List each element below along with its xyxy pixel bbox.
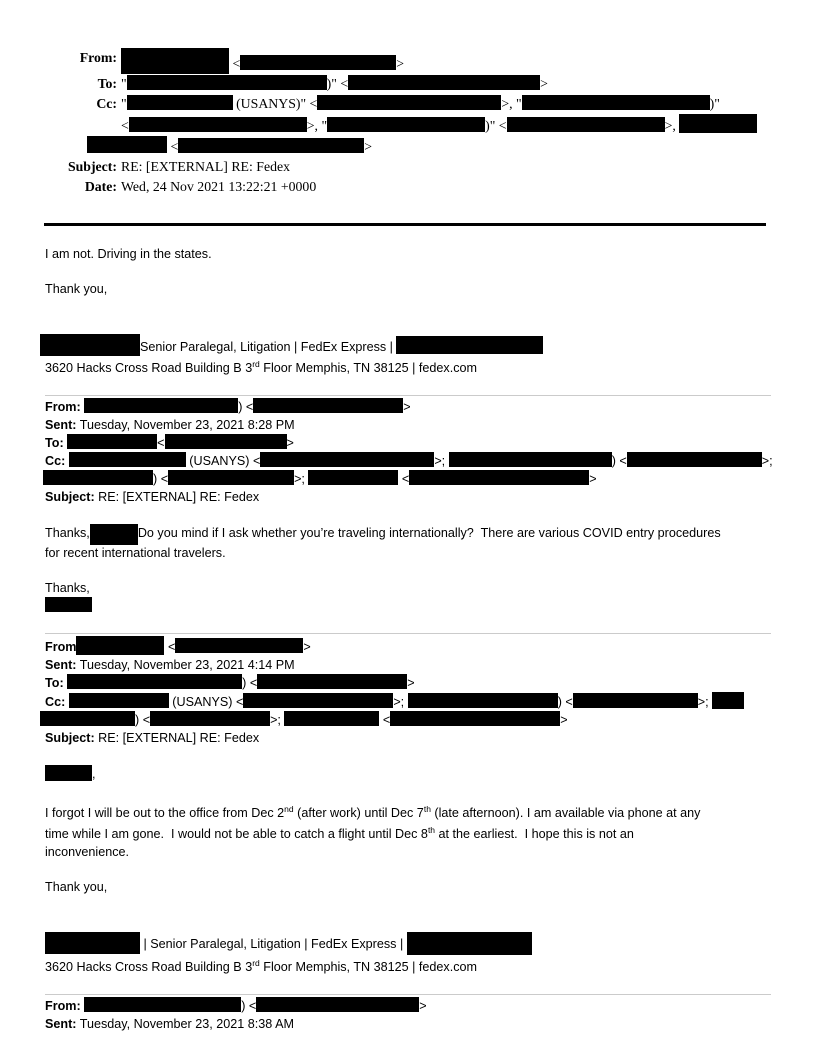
cc-line <box>45 452 772 470</box>
blank-line <box>45 562 772 580</box>
redaction-box <box>168 470 294 485</box>
text-run: > <box>560 713 568 728</box>
redaction-box <box>84 997 241 1012</box>
redaction-box <box>327 117 485 132</box>
text-run: < <box>398 472 410 487</box>
text-run: < <box>164 640 176 655</box>
text-run: < <box>379 713 391 728</box>
field-label: From: <box>45 998 81 1013</box>
redaction-box <box>407 932 532 955</box>
text-run: RE: [EXTERNAL] RE: Fedex <box>94 490 260 505</box>
text-run: | Senior Paralegal, Litigation | FedEx Express | <box>140 936 407 951</box>
text-run: < <box>121 118 129 133</box>
text-run: > <box>540 76 548 91</box>
header-value-line <box>121 157 290 177</box>
blank-line <box>45 316 772 334</box>
blank-line <box>45 747 772 765</box>
text-run: ) < <box>242 676 258 691</box>
redaction-box <box>396 336 543 354</box>
text-run: Do you mind if I ask whether you’re traveling internationally? There are various COVID entry procedures <box>137 525 721 540</box>
redaction-box <box>627 452 762 467</box>
redaction-box <box>150 711 270 726</box>
header-value-line <box>121 114 757 136</box>
field-label: To: <box>45 436 64 451</box>
redaction-box <box>84 398 238 413</box>
text-run: I am not. Driving in the states. <box>45 247 212 261</box>
redaction-box <box>87 136 167 153</box>
text-run: " <box>121 96 127 111</box>
text-run: Tuesday, November 23, 2021 8:38 AM <box>76 1016 294 1031</box>
redaction-box <box>522 95 710 110</box>
text-run: )" < <box>485 118 507 133</box>
signature-line <box>45 932 772 955</box>
header-field-from <box>45 48 772 74</box>
header-field-label: Subject: <box>67 159 117 174</box>
text-run: >; <box>393 695 408 710</box>
header-field-value <box>117 74 548 94</box>
text-run: Floor Memphis, TN 38125 | fedex.com <box>259 959 478 974</box>
text-run: for recent international travelers. <box>45 545 226 560</box>
redaction-box <box>43 470 153 485</box>
text-run: ) < <box>135 713 151 728</box>
header-field-label: From: <box>79 50 117 65</box>
email-thread-body <box>45 223 772 1033</box>
header-field-label: To: <box>97 76 117 91</box>
header-value-line <box>121 94 757 114</box>
quoted-message-separator <box>45 633 771 634</box>
signature-line <box>45 597 772 616</box>
closing-line <box>45 879 772 897</box>
field-label: From <box>45 640 77 655</box>
address-line <box>45 955 772 977</box>
text-run: (late afternoon). I am available via phone at any <box>430 805 701 820</box>
blank-line <box>45 976 772 994</box>
closing-line <box>45 580 772 598</box>
redaction-box <box>256 997 419 1012</box>
redaction-box <box>45 765 92 781</box>
redaction-box <box>40 334 140 356</box>
from-line <box>45 997 772 1015</box>
redaction-box <box>257 674 407 689</box>
text-run: RE: [EXTERNAL] RE: Fedex <box>121 159 290 174</box>
body-paragraph <box>45 524 772 563</box>
body-paragraph <box>45 246 772 264</box>
text-run: > <box>303 640 311 655</box>
text-run: Thanks, <box>45 580 90 595</box>
redaction-box <box>253 398 403 413</box>
text-run: > <box>407 676 415 691</box>
header-field-label: Date: <box>84 179 117 194</box>
header-value-line <box>121 136 757 157</box>
redaction-box <box>449 452 612 467</box>
blank-line <box>45 897 772 915</box>
subject-line <box>45 488 772 506</box>
redaction-box <box>573 693 698 708</box>
redaction-box <box>240 55 396 70</box>
redaction-box <box>317 95 501 110</box>
superscript: th <box>423 803 431 814</box>
header-field-subject <box>45 157 772 177</box>
field-label: Sent: <box>45 418 77 433</box>
header-field-value <box>117 94 757 157</box>
redaction-box <box>69 452 186 467</box>
closing-line <box>45 281 772 299</box>
text-run: >, " <box>306 118 328 133</box>
redaction-box <box>129 117 307 132</box>
text-run: < <box>229 56 241 71</box>
text-run: >; <box>270 713 285 728</box>
subject-line <box>45 729 772 747</box>
text-run: >; <box>761 454 773 469</box>
blank-line <box>45 783 772 801</box>
text-run: >; <box>294 472 309 487</box>
text-run: (USANYS) < <box>185 454 261 469</box>
text-run: Thanks, <box>45 525 90 540</box>
quoted-message-separator <box>45 395 771 396</box>
text-run: )" <box>709 96 720 111</box>
field-label: Subject: <box>45 490 95 505</box>
redaction-box <box>69 693 169 708</box>
redaction-box <box>348 75 540 90</box>
redaction-box <box>679 114 757 133</box>
body-paragraph <box>45 801 772 862</box>
header-value-line <box>121 177 316 197</box>
superscript: th <box>427 825 436 836</box>
header-field-value <box>117 177 316 197</box>
header-value-line <box>121 48 404 74</box>
redaction-box <box>390 711 560 726</box>
redaction-box <box>712 692 744 709</box>
redaction-box <box>90 524 138 545</box>
redaction-box <box>45 932 140 954</box>
field-label: Sent: <box>45 658 77 673</box>
field-label: Cc: <box>45 695 66 710</box>
header-separator <box>44 223 766 226</box>
text-run: 3620 Hacks Cross Road Building B 3 <box>45 361 253 376</box>
text-run: Tuesday, November 23, 2021 4:14 PM <box>76 658 295 673</box>
text-run: Tuesday, November 23, 2021 8:28 PM <box>76 418 295 433</box>
redaction-box <box>67 674 242 689</box>
field-label: From: <box>45 400 81 415</box>
text-run: Thank you, <box>45 282 108 296</box>
text-run: time while I am gone. I would not be able to catch a flight until Dec 8 <box>45 827 428 842</box>
cc-line-continued <box>45 470 772 488</box>
blank-line <box>45 914 772 932</box>
redaction-box <box>507 117 665 132</box>
quoted-message-separator <box>45 994 771 995</box>
sent-line <box>45 416 772 434</box>
redaction-box <box>175 638 303 653</box>
redaction-box <box>40 711 135 726</box>
field-label: Subject: <box>45 731 95 746</box>
superscript: rd <box>252 359 260 369</box>
redaction-box <box>409 470 589 485</box>
header-field-to <box>45 74 772 94</box>
blank-line <box>45 378 772 396</box>
text-run: ) < <box>241 998 257 1013</box>
text-run: Senior Paralegal, Litigation | FedEx Express | <box>140 339 397 354</box>
to-line <box>45 434 772 452</box>
text-run: > <box>286 436 294 451</box>
from-line <box>45 398 772 416</box>
text-run: >, " <box>501 96 522 111</box>
blank-line <box>45 264 772 282</box>
superscript: nd <box>284 803 294 814</box>
text-run: (after work) until Dec 7 <box>293 805 424 820</box>
header-field-value <box>117 157 290 177</box>
text-run: I forgot I will be out to the office from Dec 2 <box>45 805 285 820</box>
redaction-box <box>243 693 393 708</box>
signature-line <box>45 334 772 357</box>
sent-line <box>45 656 772 674</box>
field-label: Cc: <box>45 454 66 469</box>
text-run: >, <box>664 118 680 133</box>
text-run: ) < <box>153 472 169 487</box>
header-value-line <box>121 74 548 94</box>
redaction-box <box>178 138 364 153</box>
redaction-box <box>165 434 287 449</box>
redaction-box <box>127 95 233 110</box>
text-run: (USANYS)" < <box>232 96 318 111</box>
address-line <box>45 356 772 378</box>
text-run: " <box>121 76 127 91</box>
text-run: >; <box>434 454 449 469</box>
text-run: > <box>403 400 411 415</box>
redaction-box <box>127 75 327 90</box>
header-field-cc <box>45 94 772 157</box>
text-run: > <box>589 472 597 487</box>
text-run: > <box>419 998 427 1013</box>
text-run: 3620 Hacks Cross Road Building B 3 <box>45 959 253 974</box>
header-field-label: Cc: <box>96 96 117 111</box>
cc-line-continued <box>45 711 772 729</box>
sent-line <box>45 1015 772 1033</box>
redaction-box <box>76 636 164 655</box>
superscript: rd <box>252 957 260 968</box>
text-run: RE: [EXTERNAL] RE: Fedex <box>94 731 260 746</box>
redaction-box <box>308 470 398 485</box>
text-run: Wed, 24 Nov 2021 13:22:21 +0000 <box>121 179 317 194</box>
header-field-date <box>45 177 772 197</box>
text-run: < <box>167 139 179 154</box>
email-top-header <box>45 48 772 197</box>
redaction-box <box>67 434 157 449</box>
text-run: >; <box>697 695 713 710</box>
text-run: Floor Memphis, TN 38125 | fedex.com <box>259 361 478 376</box>
text-run: ) < <box>557 695 573 710</box>
cc-line <box>45 692 772 711</box>
text-run: )" < <box>326 76 349 91</box>
text-run: ) < <box>238 400 254 415</box>
text-run: > <box>364 139 373 154</box>
header-field-value <box>117 48 404 74</box>
redaction-box <box>284 711 379 726</box>
field-label: To: <box>45 676 64 691</box>
greeting-line <box>45 765 772 784</box>
text-run: , <box>92 766 96 781</box>
text-run: Thank you, <box>45 880 108 895</box>
blank-line <box>45 862 772 880</box>
to-line <box>45 674 772 692</box>
redaction-box <box>408 693 558 708</box>
text-run: at the earliest. I hope this is not an <box>435 827 634 842</box>
redaction-box <box>45 597 92 612</box>
text-run: > <box>396 56 405 71</box>
text-run: < <box>157 436 165 451</box>
blank-line <box>45 299 772 317</box>
redaction-box <box>260 452 434 467</box>
from-line <box>45 636 772 656</box>
blank-line <box>45 506 772 524</box>
field-label: Sent: <box>45 1016 77 1031</box>
text-run: inconvenience. <box>45 845 130 860</box>
redaction-box <box>121 48 229 74</box>
text-run: ) < <box>611 454 627 469</box>
text-run: (USANYS) < <box>168 695 244 710</box>
blank-line <box>45 616 772 634</box>
